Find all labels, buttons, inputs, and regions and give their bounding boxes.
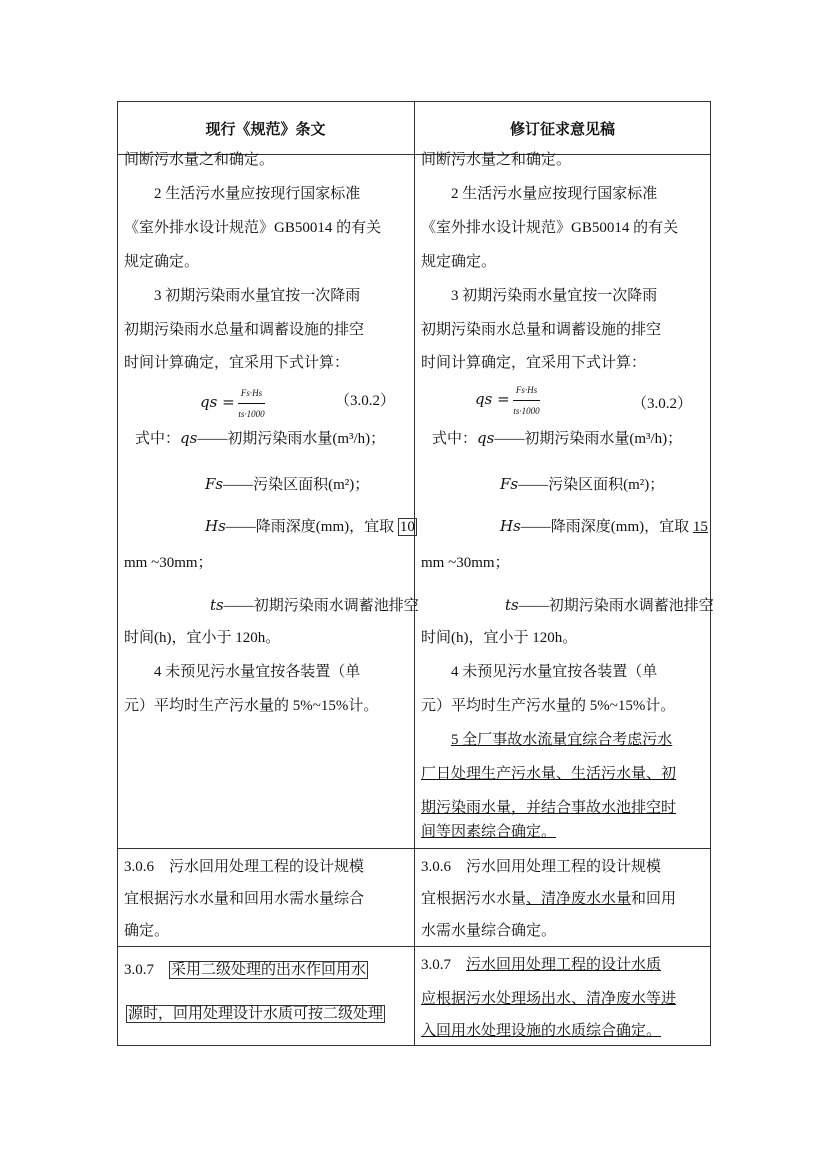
hs-symbol: Hs	[500, 517, 521, 535]
deleted-text-box: 源时，回用处理设计水质可按二级处理	[128, 1006, 384, 1022]
text-line: 时间(h)，宜小于 120h。	[421, 630, 578, 646]
ts-desc: ——初期污染雨水调蓄池排空	[223, 598, 419, 614]
qs-definition	[135, 428, 385, 449]
hs-definition	[205, 516, 417, 537]
formula-fraction	[238, 383, 264, 424]
formula	[200, 383, 265, 424]
hs-definition	[500, 516, 708, 537]
numerator: Fs·Hs	[238, 383, 264, 404]
text-line	[421, 889, 676, 909]
numerator: Fs·Hs	[513, 380, 539, 401]
revised-value: 15	[692, 519, 708, 535]
clause-number: 3.0.7	[421, 957, 467, 973]
equation-number: （3.0.2）	[632, 396, 693, 412]
ts-desc: ——初期污染雨水调蓄池排空	[518, 598, 714, 614]
hs-desc: ——降雨深度(mm)，宜取	[520, 519, 693, 535]
text-line: mm ~30mm；	[124, 555, 213, 571]
added-text-line: 间等因素综合确定。	[421, 824, 557, 840]
text-line: 元）平均时生产污水量的 5%~15%计。	[421, 698, 676, 714]
added-text: 、清净废水水量	[526, 891, 632, 907]
text-line: 《室外排水设计规范》GB50014 的有关	[421, 220, 679, 236]
where-label: 式中：	[432, 431, 478, 447]
text-line: 3.0.6 污水回用处理工程的设计规模	[124, 859, 365, 875]
hs-desc: ——降雨深度(mm)，宜取	[225, 519, 398, 535]
fs-desc: ——污染区面积(m²)；	[518, 477, 665, 493]
added-text-line: 厂日处理生产污水量、生活污水量、初	[421, 766, 677, 782]
hs-symbol: Hs	[205, 517, 226, 535]
text-line: 规定确定。	[124, 254, 200, 270]
qs-desc: ——初期污染雨水量(m³/h)；	[197, 431, 386, 447]
column-divider	[414, 101, 415, 1046]
text-line: 时间计算确定，宜采用下式计算：	[421, 355, 647, 371]
text-line: 间断污水量之和确定。	[124, 152, 275, 168]
formula	[475, 380, 540, 421]
equation-number: （3.0.2）	[335, 393, 396, 409]
table-border	[710, 101, 711, 1046]
denominator: ts·1000	[238, 409, 265, 419]
clause-number: 3.0.7	[124, 962, 170, 978]
text-line: 《室外排水设计规范》GB50014 的有关	[124, 220, 382, 236]
header-revised: 修订征求意见稿	[509, 122, 615, 138]
formula-fraction	[513, 380, 539, 421]
added-text-line: 5 全厂事故水流量宜综合考虑污水	[451, 732, 673, 748]
text-line: 确定。	[124, 923, 170, 939]
added-text-line: 入回用水处理设施的水质综合确定。	[421, 1023, 662, 1039]
added-text: 污水回用处理工程的设计水质	[466, 957, 662, 973]
text-line: 初期污染雨水总量和调蓄设施的排空	[124, 322, 365, 338]
text-line: 间断污水量之和确定。	[421, 152, 572, 168]
text-line: 元）平均时生产污水量的 5%~15%计。	[124, 698, 379, 714]
text: 宜根据污水水量	[421, 891, 527, 907]
text-line: 4 未预见污水量宜按各装置（单	[451, 664, 658, 680]
text-line: 时间(h)，宜小于 120h。	[124, 630, 281, 646]
text-line	[421, 955, 661, 975]
fs-desc: ——污染区面积(m²)；	[223, 477, 370, 493]
fs-definition	[205, 474, 369, 495]
qs-desc: ——初期污染雨水量(m³/h)；	[494, 431, 683, 447]
ts-definition	[210, 595, 419, 616]
ts-symbol: ts	[505, 596, 519, 614]
text: 和回用	[631, 891, 677, 907]
where-label: 式中：	[135, 431, 181, 447]
deleted-value-box: 10	[399, 519, 415, 535]
text-line: mm ~30mm；	[421, 555, 510, 571]
text-line: 初期污染雨水总量和调蓄设施的排空	[421, 322, 662, 338]
qs-symbol: qs	[180, 429, 198, 447]
text-line: 规定确定。	[421, 254, 497, 270]
text-line: 2 生活污水量应按现行国家标准	[451, 186, 658, 202]
table-border	[117, 101, 118, 1046]
text-line: 3 初期污染雨水量宜按一次降雨	[154, 288, 361, 304]
added-text-line: 应根据污水处理场出水、清净废水等进	[421, 991, 677, 1007]
text-line: 3 初期污染雨水量宜按一次降雨	[451, 288, 658, 304]
text-line: 2 生活污水量应按现行国家标准	[154, 186, 361, 202]
text-line	[126, 1004, 385, 1024]
formula-lhs: qs =	[475, 389, 510, 408]
text-line: 时间计算确定，宜采用下式计算：	[124, 355, 350, 371]
qs-definition	[432, 428, 682, 449]
denominator: ts·1000	[513, 406, 540, 416]
text-line: 4 未预见污水量宜按各装置（单	[154, 664, 361, 680]
fs-symbol: Fs	[500, 475, 519, 493]
text-line	[124, 960, 368, 980]
ts-definition	[505, 595, 714, 616]
text-line: 水需水量综合确定。	[421, 923, 557, 939]
formula-lhs: qs =	[200, 392, 235, 411]
ts-symbol: ts	[210, 596, 224, 614]
added-text-line: 期污染雨水量，并结合事故水池排空时	[421, 800, 677, 816]
text-line: 3.0.6 污水回用处理工程的设计规模	[421, 859, 662, 875]
text-line: 宜根据污水水量和回用水需水量综合	[124, 891, 365, 907]
header-current: 现行《规范》条文	[205, 122, 326, 138]
qs-symbol: qs	[477, 429, 495, 447]
fs-definition	[500, 474, 664, 495]
deleted-text-box: 采用二级处理的出水作回用水	[171, 962, 367, 978]
fs-symbol: Fs	[205, 475, 224, 493]
